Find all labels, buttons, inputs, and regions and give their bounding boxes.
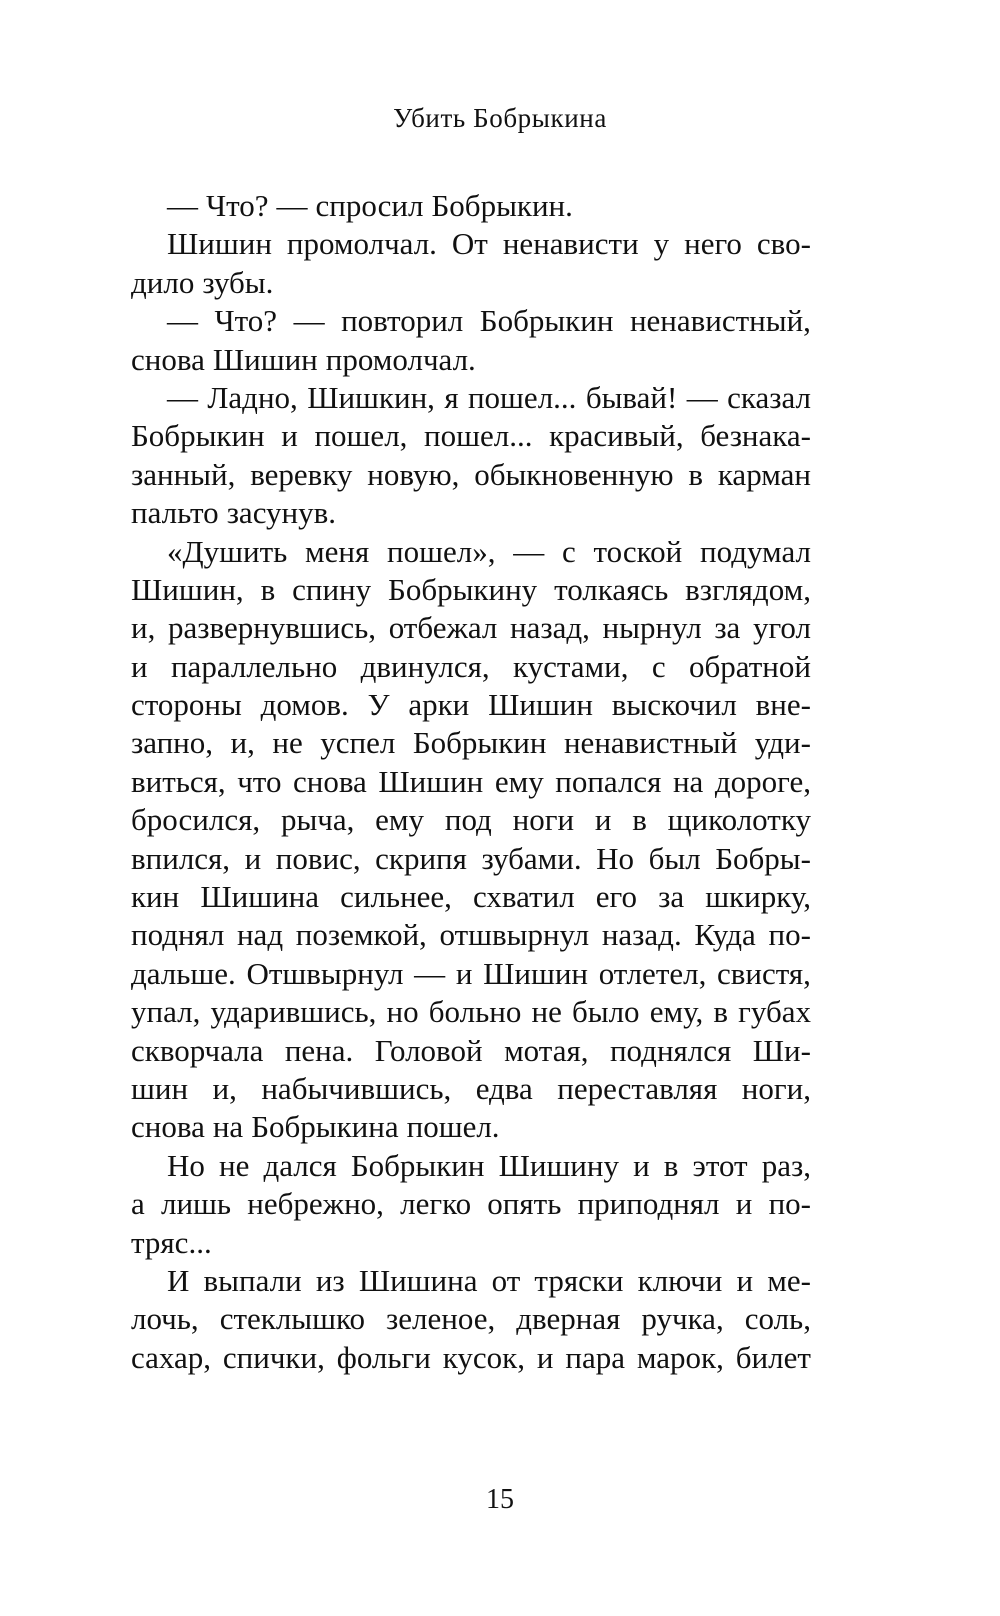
text-line: впился, и повис, скрипя зубами. Но был Бобры- [131,840,811,876]
text-line: стороны домов. У арки Шишин выскочил вне- [131,687,811,723]
text-line: Шишин промолчал. От ненависти у него сво- [167,226,811,262]
text-line: Бобрыкин и пошел, пошел... красивый, безнака- [131,418,811,454]
text-line: бросился, рыча, ему под ноги и в щиколотку [131,802,811,838]
text-line: виться, что снова Шишин ему попался на дороге, [131,763,811,799]
text-line: лочь, стеклышко зеленое, дверная ручка, соль, [131,1301,811,1337]
text-line: И выпали из Шишина от тряски ключи и ме- [167,1262,811,1298]
text-line: а лишь небрежно, легко опять приподнял и по- [131,1186,811,1222]
text-line: снова Шишин промолчал. [131,341,476,377]
text-line: — Что? — спросил Бобрыкин. [167,188,573,223]
text-line: — Что? — повторил Бобрыкин ненавистный, [167,303,811,339]
text-line: запно, и, не успел Бобрыкин ненавистный уди- [131,725,811,761]
text-line: снова на Бобрыкина пошел. [131,1109,500,1145]
text-line: кин Шишина сильнее, схватил его за шкирку, [131,879,811,915]
page-number: 15 [486,1484,514,1515]
text-line: занный, веревку новую, обыкновенную в карман [131,456,811,492]
text-line: и параллельно двинулся, кустами, с обратной [131,648,811,684]
text-line: Шишин, в спину Бобрыкину толкаясь взглядом, [131,571,811,607]
text-line: и, развернувшись, отбежал назад, нырнул за угол [131,610,811,646]
text-line: тряс... [131,1224,212,1260]
text-line: шин и, набычившись, едва переставляя ноги, [131,1070,811,1106]
text-line: скворчала пена. Головой мотая, поднялся Ши- [131,1032,811,1068]
text-line: — Ладно, Шишкин, я пошел... бывай! — сказал [167,379,811,415]
running-head: Убить Бобрыкина [393,103,607,133]
text-line: сахар, спички, фольги кусок, и пара марок, билет [131,1339,811,1375]
text-line: «Душить меня пошел», — с тоской подумал [167,533,811,569]
text-line: Но не дался Бобрыкин Шишину и в этот раз, [167,1147,811,1183]
text-line: пальто засунув. [131,495,337,531]
text-line: поднял над поземкой, отшвырнул назад. Куда по- [131,917,811,953]
text-line: дальше. Отшвырнул — и Шишин отлетел, свистя, [131,955,811,991]
text-line: упал, ударившись, но больно не было ему, в губах [131,994,811,1030]
body-text [131,187,811,1377]
text-line: дило зубы. [131,264,274,300]
